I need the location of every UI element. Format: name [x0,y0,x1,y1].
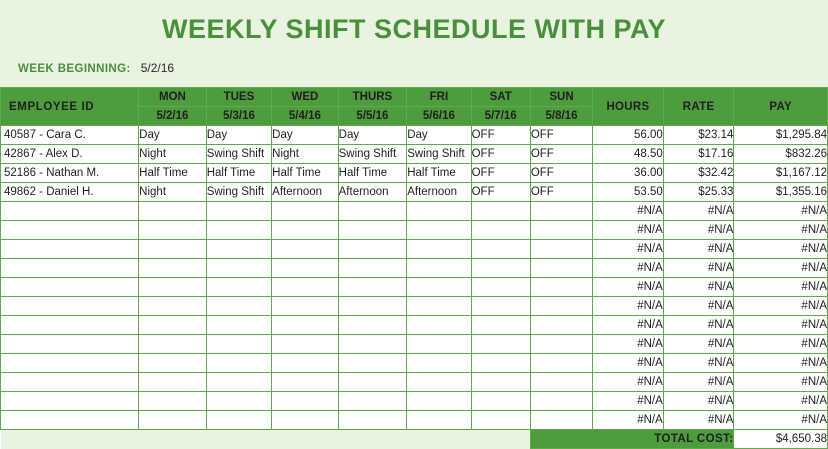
cell-rate: #N/A [663,411,734,430]
cell-pay: #N/A [734,335,828,354]
table-row [1,240,828,259]
table-row [1,183,828,202]
cell-shift[interactable]: Swing Shift [338,145,407,164]
cell-employee-id[interactable]: 49862 - Daniel H. [1,183,139,202]
cell-shift[interactable] [471,240,530,259]
cell-hours: #N/A [593,202,664,221]
cell-shift[interactable] [471,392,530,411]
cell-shift[interactable]: Day [407,126,471,145]
cell-shift[interactable] [272,316,338,335]
cell-employee-id[interactable] [1,259,139,278]
cell-pay: $1,355.16 [734,183,828,202]
total-cost-row [1,430,828,449]
header-day-mon: MON [139,88,207,107]
table-row [1,164,828,183]
cell-shift[interactable]: Day [272,126,338,145]
cell-pay: #N/A [734,240,828,259]
header-date-tues: 5/3/16 [206,107,271,126]
cell-shift[interactable]: OFF [530,126,592,145]
cell-shift[interactable]: Swing Shift [206,183,271,202]
cell-shift[interactable] [407,411,471,430]
cell-shift[interactable] [139,278,207,297]
cell-shift[interactable] [338,411,407,430]
cell-rate: #N/A [663,259,734,278]
cell-hours: #N/A [593,221,664,240]
header-date-sun: 5/8/16 [530,107,592,126]
page-title: WEEKLY SHIFT SCHEDULE WITH PAY [161,14,667,44]
cell-shift[interactable] [272,335,338,354]
table-row [1,145,828,164]
cell-pay: #N/A [734,202,828,221]
cell-shift[interactable] [471,221,530,240]
cell-shift[interactable] [272,221,338,240]
table-row [1,126,828,145]
total-cost-value: $4,650.38 [734,430,828,449]
week-beginning-value[interactable]: 5/2/16 [140,61,175,75]
cell-shift[interactable] [272,411,338,430]
cell-hours: #N/A [593,297,664,316]
header-day-thurs: THURS [338,88,407,107]
cell-shift[interactable] [530,278,592,297]
cell-pay: #N/A [734,297,828,316]
cell-shift[interactable] [272,278,338,297]
cell-shift[interactable] [206,316,271,335]
cell-employee-id[interactable] [1,240,139,259]
table-header-day-row [1,88,828,107]
cell-hours: #N/A [593,354,664,373]
cell-shift[interactable] [206,221,271,240]
table-row [1,392,828,411]
cell-employee-id[interactable] [1,335,139,354]
week-beginning [0,61,828,75]
cell-shift[interactable]: OFF [530,145,592,164]
cell-shift[interactable] [338,202,407,221]
cell-pay: #N/A [734,373,828,392]
cell-shift[interactable]: Half Time [407,164,471,183]
cell-shift[interactable] [530,411,592,430]
cell-shift[interactable] [272,297,338,316]
cell-rate: #N/A [663,297,734,316]
cell-shift[interactable] [530,354,592,373]
cell-shift[interactable] [530,240,592,259]
cell-shift[interactable]: OFF [471,126,530,145]
cell-pay: #N/A [734,221,828,240]
table-footer [1,430,828,449]
header-date-wed: 5/4/16 [272,107,338,126]
cell-shift[interactable] [139,221,207,240]
header-pay: PAY [734,88,828,126]
cell-hours: 36.00 [593,164,664,183]
cell-shift[interactable] [338,354,407,373]
cell-hours: #N/A [593,411,664,430]
cell-shift[interactable] [139,316,207,335]
cell-shift[interactable] [139,240,207,259]
cell-employee-id[interactable]: 42867 - Alex D. [1,145,139,164]
cell-shift[interactable] [407,297,471,316]
cell-shift[interactable] [206,392,271,411]
table-row [1,278,828,297]
cell-shift[interactable]: Night [139,145,207,164]
cell-shift[interactable] [272,240,338,259]
cell-shift[interactable] [407,259,471,278]
cell-shift[interactable] [139,392,207,411]
cell-pay: #N/A [734,259,828,278]
cell-shift[interactable] [338,316,407,335]
cell-shift[interactable]: Swing Shift [407,145,471,164]
table-row [1,373,828,392]
cell-pay: #N/A [734,392,828,411]
header-day-fri: FRI [407,88,471,107]
cell-hours: #N/A [593,316,664,335]
cell-pay: #N/A [734,316,828,335]
cell-shift[interactable] [530,316,592,335]
cell-employee-id[interactable]: 40587 - Cara C. [1,126,139,145]
cell-shift[interactable] [471,297,530,316]
table-row [1,259,828,278]
cell-pay: $1,167.12 [734,164,828,183]
cell-shift[interactable] [471,316,530,335]
cell-shift[interactable] [139,335,207,354]
cell-employee-id[interactable] [1,411,139,430]
cell-hours: 56.00 [593,126,664,145]
cell-shift[interactable]: Day [139,126,207,145]
cell-employee-id[interactable] [1,278,139,297]
cell-shift[interactable] [471,354,530,373]
cell-shift[interactable] [471,278,530,297]
cell-employee-id[interactable]: 52186 - Nathan M. [1,164,139,183]
cell-shift[interactable]: Half Time [338,164,407,183]
cell-shift[interactable] [338,278,407,297]
header-date-mon: 5/2/16 [139,107,207,126]
cell-shift[interactable]: Half Time [139,164,207,183]
cell-shift[interactable] [407,316,471,335]
cell-rate: #N/A [663,240,734,259]
cell-employee-id[interactable] [1,297,139,316]
cell-shift[interactable] [272,392,338,411]
cell-shift[interactable] [338,221,407,240]
cell-shift[interactable] [407,202,471,221]
header-day-wed: WED [272,88,338,107]
cell-shift[interactable] [206,278,271,297]
cell-shift[interactable] [530,392,592,411]
schedule-table [0,87,828,449]
header-day-sun: SUN [530,88,592,107]
cell-shift[interactable] [139,411,207,430]
table-row [1,221,828,240]
cell-shift[interactable]: Afternoon [338,183,407,202]
table-row [1,354,828,373]
header-date-thurs: 5/5/16 [338,107,407,126]
header-rate: RATE [663,88,734,126]
table-row [1,202,828,221]
cell-hours: #N/A [593,392,664,411]
cell-shift[interactable] [272,373,338,392]
cell-shift[interactable]: OFF [530,164,592,183]
cell-shift[interactable] [471,335,530,354]
cell-rate: $17.16 [663,145,734,164]
header-employee-id: EMPLOYEE ID [1,88,139,126]
table-row [1,335,828,354]
cell-shift[interactable]: Afternoon [407,183,471,202]
header-hours: HOURS [593,88,664,126]
cell-shift[interactable]: OFF [471,183,530,202]
cell-shift[interactable] [272,354,338,373]
cell-pay: #N/A [734,411,828,430]
cell-shift[interactable] [206,297,271,316]
cell-shift[interactable] [139,373,207,392]
header-date-fri: 5/6/16 [407,107,471,126]
cell-shift[interactable] [206,354,271,373]
cell-rate: $23.14 [663,126,734,145]
cell-rate: #N/A [663,373,734,392]
cell-shift[interactable] [139,297,207,316]
cell-hours: #N/A [593,240,664,259]
cell-shift[interactable] [407,392,471,411]
cell-shift[interactable] [407,278,471,297]
cell-shift[interactable] [338,297,407,316]
cell-shift[interactable] [530,259,592,278]
cell-shift[interactable]: Night [272,145,338,164]
header-day-sat: SAT [471,88,530,107]
cell-employee-id[interactable] [1,202,139,221]
cell-shift[interactable] [471,411,530,430]
week-beginning-label: WEEK BEGINNING: [18,63,131,75]
table-row [1,411,828,430]
cell-rate: $32.42 [663,164,734,183]
cell-shift[interactable] [272,259,338,278]
cell-rate: #N/A [663,221,734,240]
cell-rate: #N/A [663,354,734,373]
cell-hours: #N/A [593,335,664,354]
cell-pay: $832.26 [734,145,828,164]
table-row [1,297,828,316]
cell-shift[interactable] [407,373,471,392]
cell-employee-id[interactable] [1,373,139,392]
cell-rate: $25.33 [663,183,734,202]
cell-shift[interactable] [206,202,271,221]
cell-pay: $1,295.84 [734,126,828,145]
cell-shift[interactable]: Half Time [272,164,338,183]
cell-employee-id[interactable] [1,354,139,373]
cell-rate: #N/A [663,278,734,297]
cell-shift[interactable] [338,373,407,392]
cell-shift[interactable] [139,202,207,221]
cell-shift[interactable]: Night [139,183,207,202]
cell-pay: #N/A [734,278,828,297]
cell-hours: 48.50 [593,145,664,164]
total-cost-label: TOTAL COST: [530,430,734,449]
table-body [1,126,828,430]
cell-employee-id[interactable] [1,221,139,240]
cell-rate: #N/A [663,202,734,221]
cell-hours: #N/A [593,278,664,297]
cell-employee-id[interactable] [1,392,139,411]
header-date-sat: 5/7/16 [471,107,530,126]
cell-shift[interactable] [407,354,471,373]
cell-shift[interactable] [471,259,530,278]
cell-shift[interactable] [338,392,407,411]
cell-rate: #N/A [663,316,734,335]
cell-shift[interactable] [206,373,271,392]
cell-shift[interactable] [338,240,407,259]
cell-pay: #N/A [734,354,828,373]
cell-hours: #N/A [593,373,664,392]
cell-shift[interactable] [407,221,471,240]
cell-shift[interactable] [407,335,471,354]
cell-shift[interactable] [272,202,338,221]
cell-shift[interactable] [206,411,271,430]
cell-hours: #N/A [593,259,664,278]
cell-shift[interactable]: Half Time [206,164,271,183]
cell-shift[interactable] [530,221,592,240]
cell-employee-id[interactable] [1,316,139,335]
cell-shift[interactable] [206,240,271,259]
cell-shift[interactable] [530,202,592,221]
cell-shift[interactable] [206,335,271,354]
table-row [1,316,828,335]
cell-hours: 53.50 [593,183,664,202]
cell-shift[interactable] [530,297,592,316]
cell-shift[interactable]: OFF [471,145,530,164]
cell-shift[interactable] [338,259,407,278]
cell-shift[interactable]: Day [206,126,271,145]
cell-shift[interactable]: Swing Shift [206,145,271,164]
cell-shift[interactable] [139,259,207,278]
cell-shift[interactable] [206,259,271,278]
cell-shift[interactable] [530,335,592,354]
cell-shift[interactable] [338,335,407,354]
header-day-tues: TUES [206,88,271,107]
cell-shift[interactable] [471,373,530,392]
cell-shift[interactable]: Day [338,126,407,145]
cell-rate: #N/A [663,335,734,354]
cell-shift[interactable]: OFF [530,183,592,202]
cell-rate: #N/A [663,392,734,411]
total-spacer [1,430,531,449]
cell-shift[interactable]: Afternoon [272,183,338,202]
cell-shift[interactable] [530,373,592,392]
cell-shift[interactable] [471,202,530,221]
cell-shift[interactable] [139,354,207,373]
cell-shift[interactable] [407,240,471,259]
cell-shift[interactable]: OFF [471,164,530,183]
